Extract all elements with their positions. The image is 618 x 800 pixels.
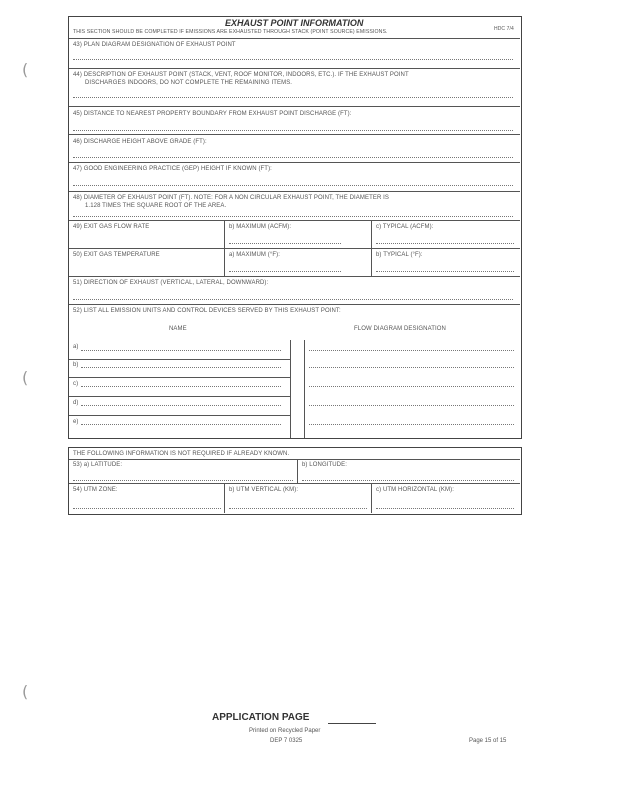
exhaust-point-form [68,16,522,439]
field-46-input[interactable] [73,157,513,158]
list-row-name-input[interactable] [81,405,281,406]
field-53a-label: 53) a) LATITUDE: [73,462,123,468]
field-49c-input[interactable] [376,243,514,244]
field-45-label: 45) DISTANCE TO NEAREST PROPERTY BOUNDARY FROM EXHAUST POINT DISCHARGE (FT): [73,111,352,117]
field-49c-label: c) TYPICAL (ACFM): [376,224,434,230]
utm-horizontal-input[interactable] [376,508,514,509]
field-50b-input[interactable] [229,271,341,272]
utm-vertical-input[interactable] [229,508,367,509]
list-row-label: c) [73,381,79,387]
list-row-name-input[interactable] [81,386,281,387]
field-49-label: 49) EXIT GAS FLOW RATE [73,224,150,230]
field-53b-label: b) LONGITUDE: [302,462,347,468]
list-row-flow-input[interactable] [309,350,514,351]
field-52-label: 52) LIST ALL EMISSION UNITS AND CONTROL DEVICES SERVED BY THIS EXHAUST POINT: [73,308,341,314]
page-number: Page 15 of 15 [469,738,507,744]
recycled-paper-note: Printed on Recycled Paper [249,728,321,734]
field-43-input[interactable] [73,59,513,60]
latitude-input[interactable] [73,480,293,481]
form-title: EXHAUST POINT INFORMATION [225,18,364,28]
location-section [68,447,522,515]
binder-hole-mark: ( [22,368,29,387]
field-51-input[interactable] [73,299,513,300]
field-47-input[interactable] [73,185,513,186]
list-row-flow-input[interactable] [309,367,514,368]
list-row-name-input[interactable] [81,367,281,368]
column-header-flow: FLOW DIAGRAM DESIGNATION [354,326,446,332]
list-row-flow-input[interactable] [309,386,514,387]
field-54a-label: 54) UTM ZONE: [73,487,118,493]
section2-instruction: THE FOLLOWING INFORMATION IS NOT REQUIRED IF ALREADY KNOWN. [73,451,290,457]
field-50-label: 50) EXIT GAS TEMPERATURE [73,252,160,258]
form-id: HDC 7/4 [494,26,514,32]
application-page-title: APPLICATION PAGE [212,712,310,723]
field-49b-input[interactable] [229,243,341,244]
field-48-input[interactable] [73,216,513,217]
list-row-label: b) [73,362,79,368]
field-44-label: 44) DESCRIPTION OF EXHAUST POINT (STACK, VENT, ROOF MONITOR, INDOORS, ETC.). IF THE EXHAUST POINT [73,72,409,78]
longitude-input[interactable] [302,480,514,481]
list-row-name-input[interactable] [81,424,281,425]
form-code: DEP 7 0325 [270,738,303,744]
field-50b-label: a) MAXIMUM (°F): [229,252,280,258]
utm-zone-input[interactable] [73,508,221,509]
field-54b-label: b) UTM VERTICAL (KM): [229,487,299,493]
list-row-label: e) [73,419,79,425]
field-47-label: 47) GOOD ENGINEERING PRACTICE (GEP) HEIGHT IF KNOWN (FT): [73,166,272,172]
field-46-label: 46) DISCHARGE HEIGHT ABOVE GRADE (FT): [73,139,207,145]
field-50c-label: b) TYPICAL (°F): [376,252,423,258]
field-51-label: 51) DIRECTION OF EXHAUST (VERTICAL, LATERAL, DOWNWARD): [73,280,269,286]
form-instruction: THIS SECTION SHOULD BE COMPLETED IF EMISSIONS ARE EXHAUSTED THROUGH STACK (POINT SOURCE) EMISSIONS. [73,29,388,35]
field-45-input[interactable] [73,130,513,131]
list-row-label: d) [73,400,79,406]
field-54c-label: c) UTM HORIZONTAL (KM): [376,487,454,493]
binder-hole-mark: ( [22,682,29,701]
field-48-label-cont: 1.128 TIMES THE SQUARE ROOT OF THE AREA. [85,203,227,209]
list-row-flow-input[interactable] [309,424,514,425]
field-49b-label: b) MAXIMUM (ACFM): [229,224,292,230]
field-44-input[interactable] [73,97,513,98]
field-48-label: 48) DIAMETER OF EXHAUST POINT (FT). NOTE: FOR A NON CIRCULAR EXHAUST POINT, THE DIAMETER IS [73,195,390,201]
list-row-name-input[interactable] [81,350,281,351]
field-44-label-cont: DISCHARGES INDOORS, DO NOT COMPLETE THE REMAINING ITEMS. [85,80,293,86]
list-row-flow-input[interactable] [309,405,514,406]
list-row-label: a) [73,344,79,350]
binder-hole-mark: ( [22,60,29,79]
field-43-label: 43) PLAN DIAGRAM DESIGNATION OF EXHAUST POINT [73,42,236,48]
column-header-name: NAME [169,326,187,332]
field-50c-input[interactable] [376,271,514,272]
